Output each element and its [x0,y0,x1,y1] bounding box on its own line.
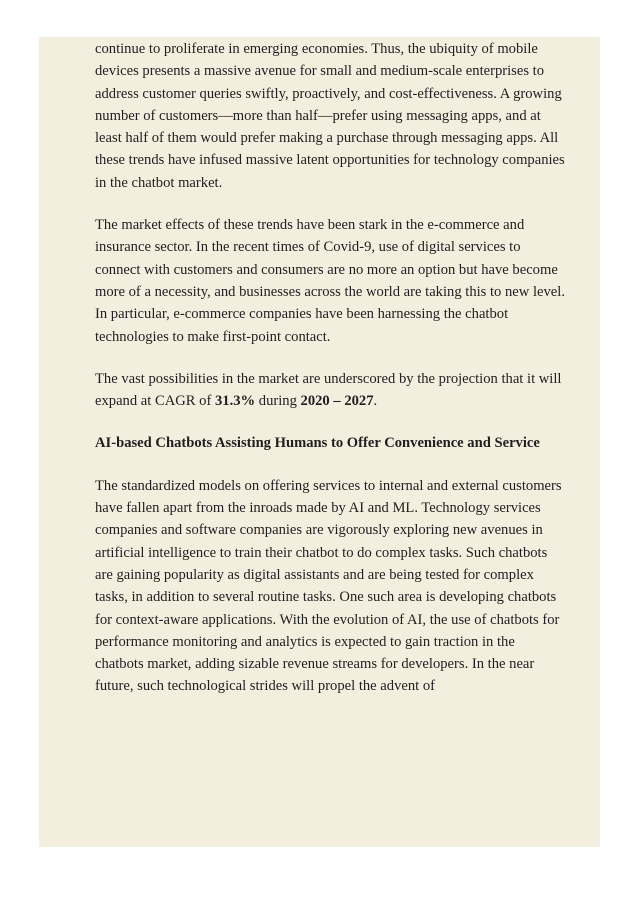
projection-during: during [255,393,301,410]
cagr-value: 31.3% [214,393,256,410]
paragraph-market-effects: The market effects of these trends have been stark in the e-commerce and insurance sector. In the recent times of Covid-9, use of digital services to connect with customers and consumers are no more an option but have become more of a necessity, and businesses across the world are taking this to new level. In particular, e-commerce companies have been harnessing the chatbot technologies to make first-point contact. [95,217,565,345]
projection-text: The vast possibilities in the market are underscored by the projection that it will expand at CAGR of [95,370,562,410]
projection-end: . [373,393,378,410]
forecast-period: 2020 – 2027 [300,393,374,410]
paragraph-intro: continue to proliferate in emerging economies. Thus, the ubiquity of mobile devices presents a massive avenue for small and medium-scale enterprises to address customer queries swiftly, proactively, and cost-effectiveness. A growing number of customers—more than half—prefer using messaging apps, and at least half of them would prefer making a purchase through messaging apps. All these trends have infused massive latent opportunities for technology companies in the chatbot market. [95,41,565,191]
paragraph-projection [95,368,565,413]
paragraph-ai-chatbots: The standardized models on offering services to internal and external customers have fallen apart from the inroads made by AI and ML. Technology services companies and software companies are vigorously exploring new avenues in artificial intelligence to train their chatbot to do complex tasks. Such chatbots are gaining popularity as digital assistants and are being tested for complex tasks, in addition to several routine tasks. One such area is developing chatbots for context-aware applications. With the evolution of AI, the use of chatbots for performance monitoring and analytics is expected to gain traction in the chatbots market, adding sizable revenue streams for developers. In the near future, such technological strides will propel the advent of [95,477,562,695]
document-body [95,38,565,718]
section-heading: AI-based Chatbots Assisting Humans to Offer Convenience and Service [95,435,540,452]
